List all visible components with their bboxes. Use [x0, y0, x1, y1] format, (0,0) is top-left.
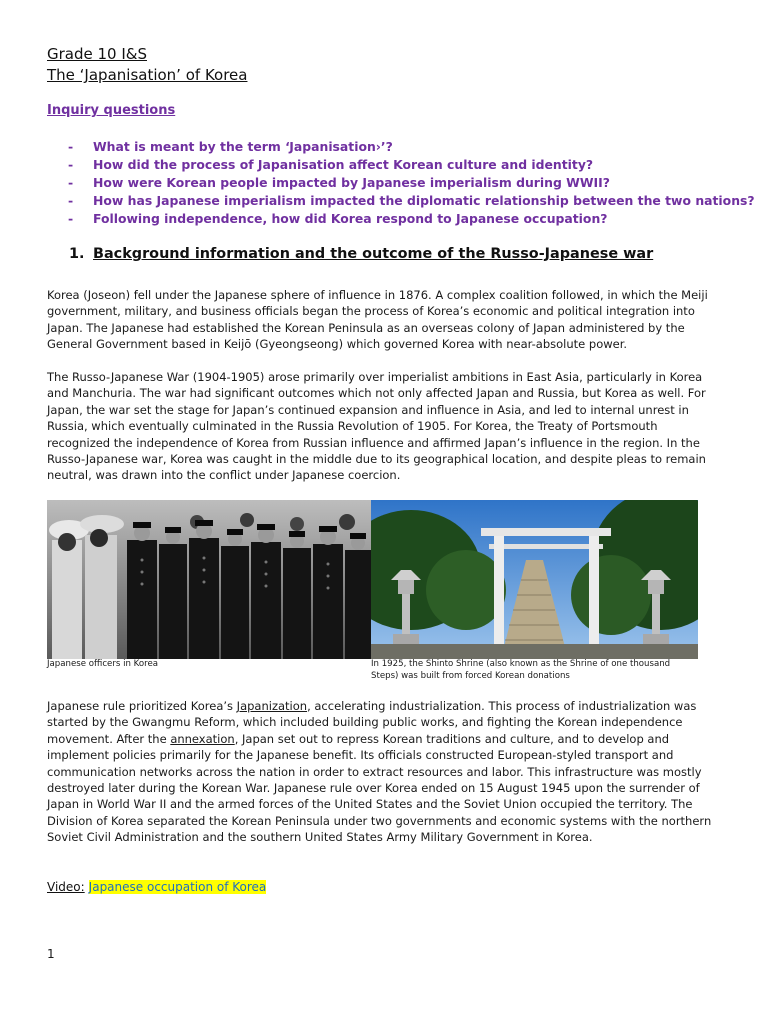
text-line: Russo-Japanese war, Korea was caught in the middle due to its geographical location, and despite pleas to remain — [47, 452, 706, 467]
text-line: Russia, which eventually culminated in the Russia Revolution of 1905. For Korea, the Treaty of Portsmouth — [47, 419, 658, 434]
text-line: Japan in World War II and the armed forces of the United States and the Soviet Union occupied the territory. The — [47, 797, 693, 812]
inquiry-question — [68, 175, 755, 193]
question-text: How did the process of Japanisation affect Korean culture and identity? — [93, 157, 594, 172]
paragraph-japanization — [47, 698, 719, 846]
caption-shrine — [371, 659, 701, 682]
document-title: The ‘Japanisation’ of Korea — [47, 66, 248, 84]
text-line: neutral, was drawn into the conflict under Japanese coercion. — [47, 468, 401, 483]
officers-photo-illustration — [47, 500, 371, 659]
bullet-dash: - — [68, 175, 74, 190]
section-number: 1. — [69, 246, 85, 262]
section-heading-text: Background information and the outcome of the Russo-Japanese war — [93, 246, 654, 262]
text-line: Japan. The Japanese had established the Korean Peninsula as an overseas colony of Japan administered by the — [47, 320, 685, 335]
text-line: started by the Gwangmu Reform, which included building public works, and fighting the Korean independence — [47, 715, 683, 730]
text-line: destroyed later during the Korean War. Japanese rule over Korea ended on 15 August 1945 upon the surrender of — [47, 781, 700, 796]
text-line: and Manchuria. The war had significant outcomes which not only affected Japan and Russia, but Korea as well. For — [47, 386, 706, 401]
question-text: How has Japanese imperialism impacted the diplomatic relationship between the two nations? — [93, 193, 755, 208]
caption-line: In 1925, the Shinto Shrine (also known as the Shrine of one thousand — [371, 659, 671, 669]
text-line: Japan, the war set the stage for Japan’s continued expansion and influence in Asia, and led to internal unrest in — [47, 402, 689, 417]
video-reference — [47, 880, 266, 894]
japanization-link[interactable]: Japanization — [236, 699, 308, 713]
question-text: What is meant by the term ‘Japanisation›’? — [93, 139, 393, 154]
course-title: Grade 10 I&S — [47, 45, 147, 63]
text-line: Soviet Civil Administration and the southern United States Army Military Government in Korea. — [47, 830, 593, 845]
text-line: recognized the independence of Korea from Russian influence and affirmed Japan’s influence in the region. In the — [47, 435, 700, 450]
video-label: Video: — [47, 880, 85, 894]
bullet-dash: - — [68, 139, 74, 154]
inquiry-heading: Inquiry questions — [47, 103, 176, 118]
text-fragment: movement. After the — [47, 731, 171, 746]
inquiry-question — [68, 193, 755, 211]
text-line: The Russo-Japanese War (1904-1905) arose primarily over imperialist ambitions in East Asia, particularly in Korea — [47, 370, 703, 384]
bullet-dash: - — [68, 157, 74, 172]
text-line — [47, 731, 719, 747]
paragraph-russo-japanese-war — [47, 369, 719, 484]
page-number: 1 — [47, 947, 55, 961]
photo-japanese-officers — [47, 500, 371, 659]
text-fragment: Japanese rule prioritized Korea’s — [47, 699, 237, 713]
inquiry-question — [68, 139, 755, 157]
section-heading — [69, 246, 653, 262]
text-line: government, military, and business officials began the process of Korea’s economic and political integration into — [47, 304, 695, 319]
inquiry-question-list — [68, 139, 755, 229]
text-line — [47, 698, 719, 714]
caption-officers: Japanese officers in Korea — [47, 659, 159, 669]
shrine-photo-illustration — [371, 500, 698, 659]
inquiry-question — [68, 211, 755, 229]
video-link[interactable]: Japanese occupation of Korea — [88, 880, 267, 894]
text-fragment: , accelerating industrialization. This process of industrialization was — [307, 699, 697, 713]
text-line: Division of Korea separated the Korean Peninsula under two governments and economic systems with the northern — [47, 813, 712, 828]
text-line: General Government based in Keijō (Gyeongseong) which governed Korea with near-absolute power. — [47, 337, 628, 352]
paragraph-background — [47, 287, 719, 353]
photo-shinto-shrine — [371, 500, 698, 659]
annexation-link[interactable]: annexation — [170, 731, 235, 746]
inquiry-question — [68, 157, 755, 175]
caption-line: Steps) was built from forced Korean donations — [371, 670, 570, 681]
question-text: Following independence, how did Korea respond to Japanese occupation? — [93, 211, 608, 226]
text-line: Korea (Joseon) fell under the Japanese sphere of influence in 1876. A complex coalition followed, in which the Meiji — [47, 288, 708, 302]
bullet-dash: - — [68, 211, 74, 226]
text-fragment: , Japan set out to repress Korean traditions and culture, and to develop and — [234, 731, 670, 746]
text-line: communication networks across the nation in order to extract resources and labor. This infrastructure was mostly — [47, 764, 702, 779]
text-line: implement policies primarily for the Japanese benefit. Its officials constructed European-styled transport and — [47, 748, 674, 763]
bullet-dash: - — [68, 193, 74, 208]
question-text: How were Korean people impacted by Japanese imperialism during WWII? — [93, 175, 610, 190]
